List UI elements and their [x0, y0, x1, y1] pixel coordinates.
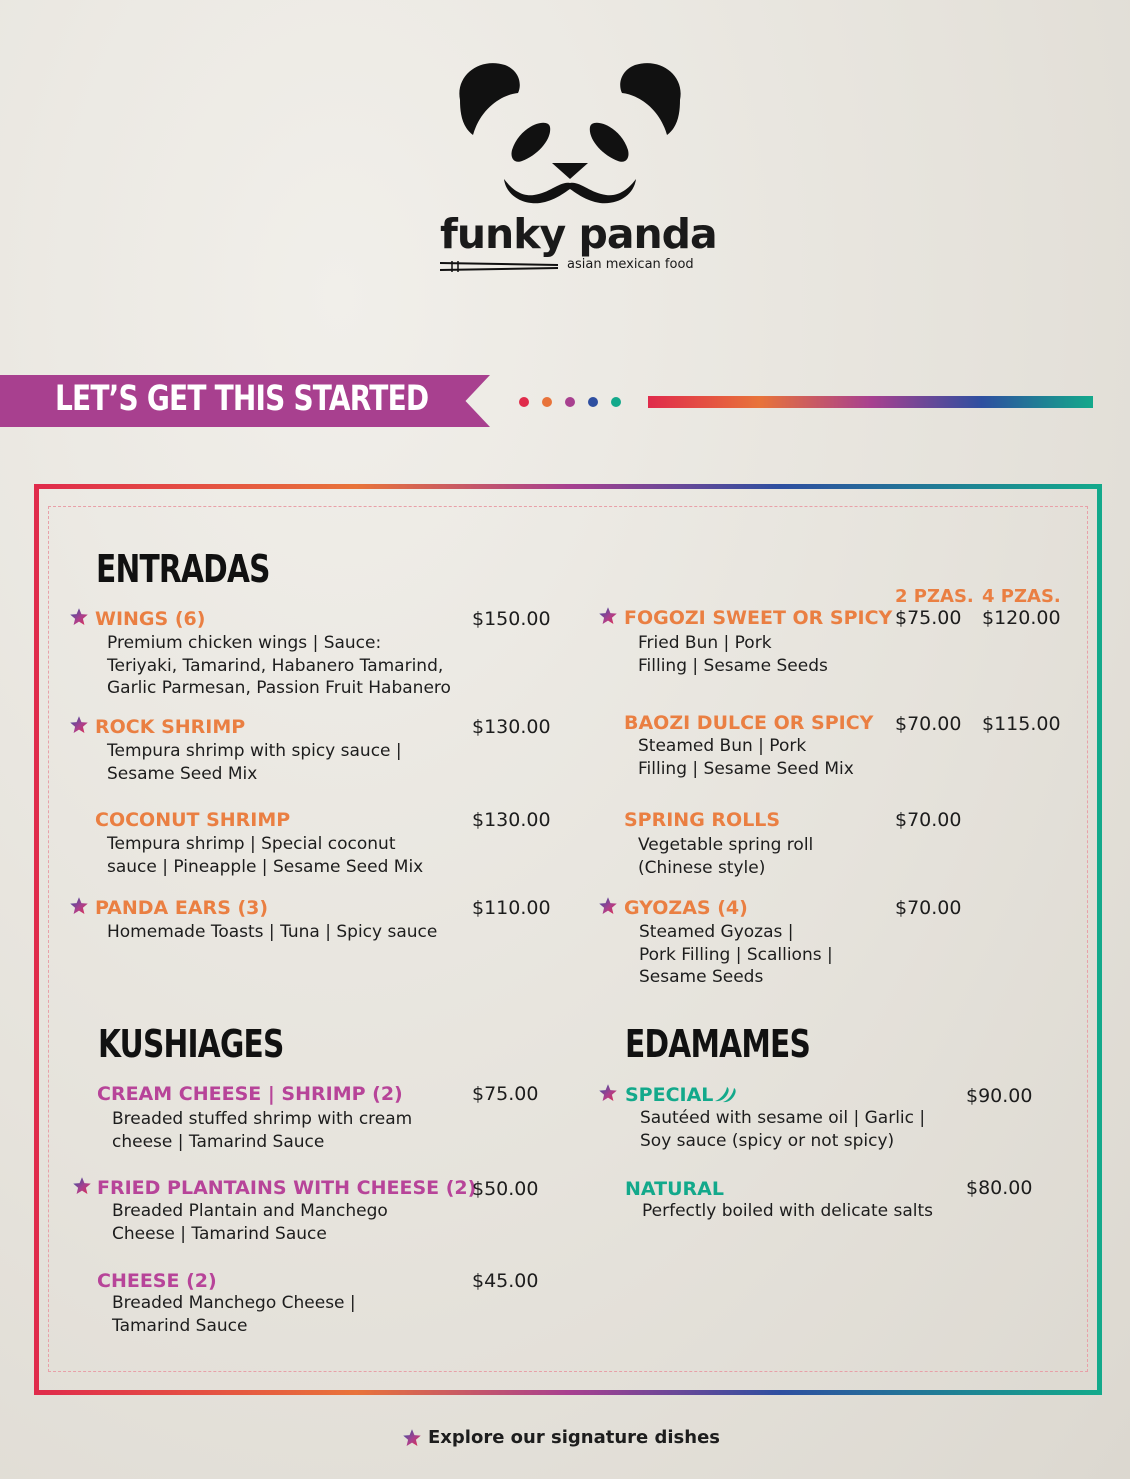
menu-item-desc: Premium chicken wings | Sauce: Teriyaki, Tamarind, Habanero Tamarind, Garlic Parmesan, Passion Fruit Habanero [107, 633, 451, 698]
menu-item-price-2pz: $70.00 [895, 897, 962, 919]
column-header-4-pieces: 4 PZAS. [982, 586, 1061, 607]
menu-item-price-2pz: $70.00 [895, 713, 962, 735]
menu-item-name: COCONUT SHRIMP [95, 809, 291, 831]
menu-item-price-4pz: $115.00 [982, 713, 1061, 735]
menu-item-name: CREAM CHEESE | SHRIMP (2) [97, 1083, 403, 1105]
menu-item-desc: Vegetable spring roll (Chinese style) [638, 835, 814, 878]
column-header-2-pieces: 2 PZAS. [895, 586, 974, 607]
menu-item-desc: Breaded stuffed shrimp with cream cheese | Tamarind Sauce [112, 1109, 413, 1152]
menu-item-price: $90.00 [966, 1085, 1033, 1107]
menu-item-price: $130.00 [472, 716, 551, 738]
menu-item-desc: Breaded Plantain and Manchego Cheese | Tamarind Sauce [112, 1201, 388, 1244]
banner-title: LET’S GET THIS STARTED [55, 379, 429, 419]
panda-ear-right-icon [620, 63, 680, 135]
panda-ear-left-icon [459, 63, 519, 135]
menu-item-desc: Steamed Bun | Pork Filling | Sesame Seed Mix [638, 736, 854, 779]
menu-item-desc: Steamed Gyozas | Pork Filling | Scallions | Sesame Seeds [639, 922, 833, 987]
menu-item-desc: Tempura shrimp with spicy sauce | Sesame Seed Mix [107, 741, 402, 784]
menu-item-name: SPRING ROLLS [624, 809, 781, 831]
signature-star-icon [69, 715, 89, 735]
panda-eye-right-icon [590, 123, 629, 162]
menu-item-name: NATURAL [625, 1178, 724, 1200]
menu-item-name: WINGS (6) [95, 608, 206, 630]
menu-item-desc: Tempura shrimp | Special coconut sauce | Pineapple | Sesame Seed Mix [107, 834, 424, 877]
section-title-kushiages: KUSHIAGES [98, 1022, 284, 1066]
signature-star-icon [598, 1083, 618, 1103]
chopsticks-icon [440, 260, 560, 274]
panda-mustache-icon [504, 179, 636, 203]
menu-item-name: FOGOZI SWEET OR SPICY [624, 607, 893, 629]
menu-item-desc: Perfectly boiled with delicate salts [642, 1201, 934, 1221]
menu-item-name: GYOZAS (4) [624, 897, 748, 919]
menu-item-price-2pz: $75.00 [895, 607, 962, 629]
chili-pepper-icon [712, 1084, 738, 1104]
footer-note: Explore our signature dishes [428, 1427, 721, 1448]
star-icon [402, 1428, 422, 1448]
decor-dot [542, 397, 552, 407]
menu-item-desc: Homemade Toasts | Tuna | Spicy sauce [107, 922, 438, 942]
panda-nose-icon [552, 163, 588, 179]
section-title-edamames: EDAMAMES [625, 1022, 811, 1066]
menu-item-name: ROCK SHRIMP [95, 716, 246, 738]
menu-item-name: FRIED PLANTAINS WITH CHEESE (2) [97, 1177, 477, 1199]
menu-item-price-4pz: $120.00 [982, 607, 1061, 629]
decor-dot [565, 397, 575, 407]
decor-dot [519, 397, 529, 407]
section-title-entradas: ENTRADAS [96, 547, 270, 591]
menu-item-desc: Fried Bun | Pork Filling | Sesame Seeds [638, 633, 828, 676]
menu-item-price: $80.00 [966, 1177, 1033, 1199]
decor-dot [588, 397, 598, 407]
menu-item-price: $75.00 [472, 1083, 539, 1105]
menu-item-price: $150.00 [472, 608, 551, 630]
menu-item-name: BAOZI DULCE OR SPICY [624, 712, 874, 734]
signature-star-icon [598, 606, 618, 626]
menu-item-price: $45.00 [472, 1270, 539, 1292]
menu-item-price: $110.00 [472, 897, 551, 919]
brand-name: funky panda [440, 210, 717, 258]
menu-item-name: PANDA EARS (3) [95, 897, 269, 919]
menu-item-name: SPECIAL [625, 1084, 714, 1106]
menu-item-desc: Sautéed with sesame oil | Garlic | Soy sauce (spicy or not spicy) [640, 1108, 926, 1151]
rainbow-divider [648, 396, 1093, 408]
brand-tagline: asian mexican food [567, 257, 694, 272]
menu-item-price: $130.00 [472, 809, 551, 831]
menu-item-price: $50.00 [472, 1178, 539, 1200]
menu-item-price-2pz: $70.00 [895, 809, 962, 831]
signature-star-icon [598, 896, 618, 916]
menu-item-desc: Breaded Manchego Cheese | Tamarind Sauce [112, 1293, 356, 1336]
menu-item-name: CHEESE (2) [97, 1270, 217, 1292]
signature-star-icon [72, 1176, 92, 1196]
decor-dot [611, 397, 621, 407]
signature-star-icon [69, 896, 89, 916]
signature-star-icon [69, 607, 89, 627]
panda-eye-left-icon [511, 123, 550, 162]
